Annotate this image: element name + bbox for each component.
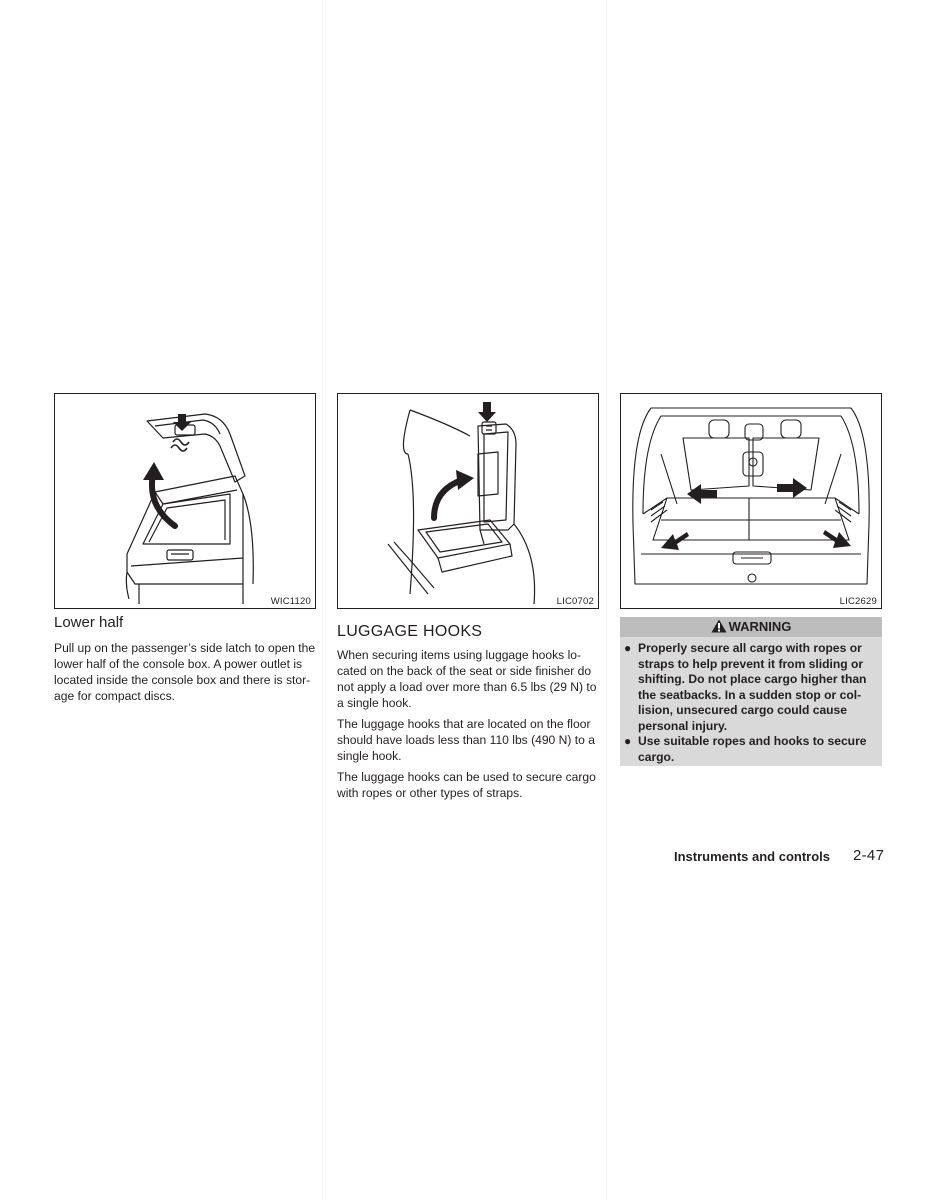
- text-line: cated on the back of the seat or side finisher do: [337, 664, 592, 678]
- text-line: When securing items using luggage hooks lo-: [337, 648, 582, 662]
- heading-luggage-hooks: LUGGAGE HOOKS: [337, 623, 483, 640]
- bullet: ●: [624, 734, 632, 748]
- warning-triangle-icon: [711, 619, 727, 633]
- figure-cargo-area: [620, 393, 882, 609]
- text-line: single hook.: [337, 749, 402, 763]
- figure-console-lid: [337, 393, 599, 609]
- footer-section-title: Instruments and controls: [674, 849, 831, 864]
- text-line: Properly secure all cargo with ropes or: [638, 641, 862, 655]
- text-line: The luggage hooks that are located on the floor: [337, 717, 591, 731]
- warning-title-bar: [620, 617, 882, 637]
- text-line: Use suitable ropes and hooks to secure: [638, 734, 867, 748]
- console-lower-half-illustration: [55, 394, 315, 608]
- text-line: age for compact discs.: [54, 689, 175, 703]
- warning-item-2: [638, 734, 879, 765]
- text-line: straps to help prevent it from sliding or: [638, 656, 864, 671]
- figure-label: LIC0702: [556, 596, 594, 607]
- text-line: Pull up on the passenger’s side latch to open the: [54, 641, 316, 655]
- page-number: 2-47: [853, 847, 885, 864]
- console-lid-illustration: [338, 394, 598, 608]
- text-line: with ropes or other types of straps.: [337, 786, 523, 800]
- text-line: the seatbacks. In a sudden stop or col-: [638, 687, 862, 702]
- luggage-hooks-paragraph-2: [337, 716, 599, 764]
- cargo-area-illustration: [621, 394, 881, 608]
- luggage-hooks-paragraph-3: [337, 769, 599, 801]
- luggage-hooks-paragraph-1: [337, 647, 599, 711]
- figure-label: LIC2629: [839, 596, 877, 607]
- subheading-lower-half: Lower half: [54, 614, 124, 631]
- column-rule: [322, 0, 323, 1200]
- figure-label: WIC1120: [270, 596, 311, 607]
- warning-title: WARNING: [728, 619, 792, 634]
- text-line: lower half of the console box. A power outlet is: [54, 657, 303, 671]
- bullet: ●: [624, 641, 632, 655]
- column-rule: [606, 0, 607, 1200]
- text-line: The luggage hooks can be used to secure cargo: [337, 770, 596, 784]
- text-line: should have loads less than 110 lbs (490 N) to a: [337, 733, 595, 747]
- text-line: not apply a load over more than 6.5 lbs (29 N) to: [337, 680, 597, 694]
- warning-box: [620, 617, 882, 766]
- text-line: cargo.: [638, 749, 675, 764]
- text-line: shifting. Do not place cargo higher than: [638, 672, 867, 686]
- text-line: lision, unsecured cargo could cause: [638, 703, 848, 717]
- warning-item-1: [638, 641, 879, 734]
- figure-console-lower-half: [54, 393, 316, 609]
- lower-half-paragraph: [54, 640, 316, 704]
- text-line: a single hook.: [337, 696, 412, 710]
- text-line: located inside the console box and there is stor-: [54, 673, 311, 687]
- text-line: personal injury.: [638, 718, 728, 733]
